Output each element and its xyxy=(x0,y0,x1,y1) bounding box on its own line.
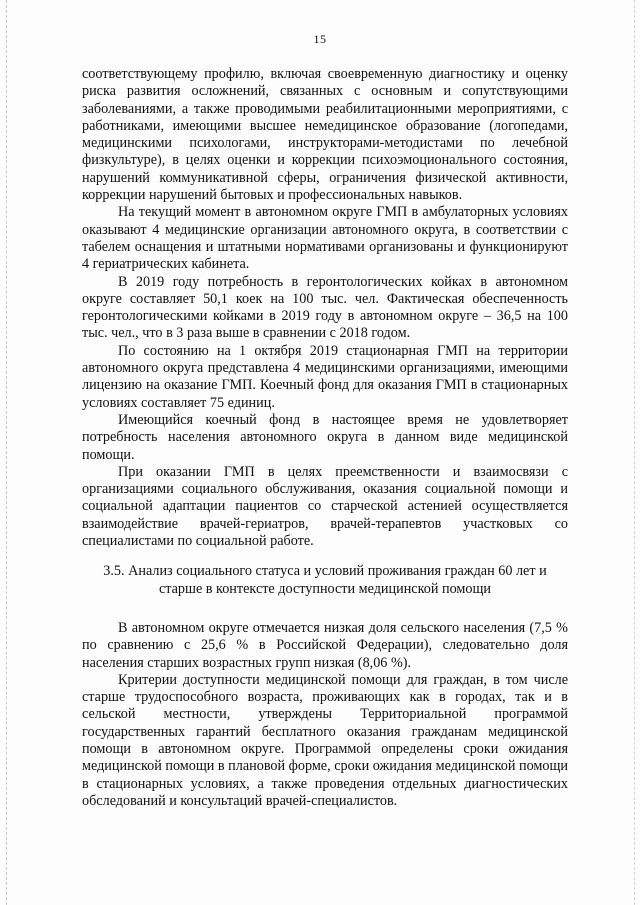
paragraph-access-criteria: Критерии доступности медицинской помощи для граждан, в том числе старше трудоспособного возраста, проживающих как в городах, так и в сельской местности, утверждены Территориальной программой государственных гарантий бесплатного оказания гражданам медицинской помощи в автономном округе. Программой определены сроки ожидания медицинской помощи в плановой форме, сроки ожидания медицинской помощи в стационарных условиях, а также проведения отдельных диагностических обследований и консультаций врачей-специалистов. xyxy=(82,671,569,809)
paragraph-rural-population: В автономном округе отмечается низкая доля сельского населения (7,5 % по сравнению с 25,6 % в Российской Федерации), следовательно доля населения старших возрастных групп низкая (8,06 %). xyxy=(82,619,568,671)
paragraph-inpatient-gmp: По состоянию на 1 октября 2019 стационарная ГМП на территории автономного округа представлена 4 медицинскими организациями, имеющими лицензию на оказание ГМП. Коечный фонд для оказания ГМП в стационарных условиях составляет 75 единиц. xyxy=(82,342,568,411)
scan-edge-right xyxy=(634,0,636,905)
document-body xyxy=(82,66,568,810)
paragraph-social-cooperation: При оказании ГМП в целях преемственности и взаимосвязи с организациями социального обслуживания, оказания социальной помощи и социальной адаптации пациентов со старческой астенией осуществляется взаимодействие врачей-гериатров, врачей-терапевтов участковых со специалистами по социальной работе. xyxy=(82,463,568,550)
section-heading xyxy=(82,563,568,598)
paragraph-bed-demand: В 2019 году потребность в геронтологических койках в автономном округе составляет 50,1 коек на 100 тыс. чел. Фактическая обеспеченность геронтологическими койками в 2019 году в автономном округе – 36,5 на 100 тыс. чел., что в 3 раза выше в сравнении с 2018 годом. xyxy=(82,273,568,342)
page-number: 15 xyxy=(313,32,327,46)
section-heading-line-1: 3.5. Анализ социального статуса и условий проживания граждан 60 лет и xyxy=(103,563,547,580)
paragraph-continuation: соответствующему профилю, включая своевременную диагностику и оценку риска развития осложнений, связанных с основным и сопутствующими заболеваниями, а также проводимыми реабилитационными мероприятиями, с работниками, имеющими высшее немедицинское образование (логопедами, медицинскими психологами, инструкторами-методистами по лечебной физкультуре), в целях оценки и коррекции психоэмоционального состояния, нарушений коммуникативной сферы, ограничения физической активности, коррекции нарушений бытовых и профессиональных навыков. xyxy=(82,66,568,204)
section-heading-line-2: старше в контексте доступности медицинской помощи xyxy=(158,580,492,597)
paragraph-outpatient-gmp: На текущий момент в автономном округе ГМП в амбулаторных условиях оказывают 4 медицинские организации автономного округа, в соответствии с табелем оснащения и штатными нормативами организованы и функционируют 4 гериатрических кабинета. xyxy=(82,204,568,273)
paragraph-bed-fund: Имеющийся коечный фонд в настоящее время не удовлетворяет потребность населения автономного округа в данном виде медицинской помощи. xyxy=(82,411,568,463)
scan-edge-left xyxy=(6,0,8,905)
